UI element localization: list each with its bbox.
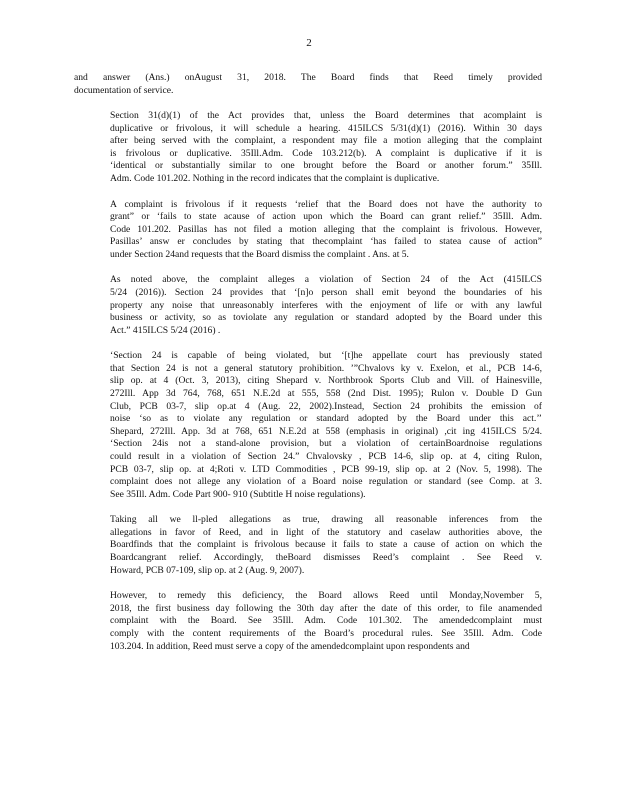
- paragraph: [74, 350, 542, 501]
- text-line: property any noise that unreasonably interferes with the enjoyment of life or with any lawful: [110, 299, 542, 311]
- text-line: ‘Section 24is not a stand-alone provision, but a violation of certainBoardnoise regulations: [110, 438, 542, 450]
- text-line: slip op. at 4 (Oct. 3, 2013), citing Shepard v. Northbrook Sports Club and Vill. of Hainesville,: [110, 375, 542, 387]
- text-line: However, to remedy this deficiency, the Board allows Reed until Monday,November 5,: [110, 590, 542, 602]
- text-line: 5/24 (2016)). Section 24 provides that ‘[n]o person shall emit beyond the boundaries of his: [110, 286, 542, 298]
- text-line: under Section 24and requests that the Board dismiss the complaint . Ans. at 5.: [110, 248, 409, 260]
- text-line: Act.” 415ILCS 5/24 (2016) .: [110, 324, 221, 336]
- text-line: As noted above, the complaint alleges a violation of Section 24 of the Act (415ILCS: [110, 274, 542, 286]
- paragraph: [74, 514, 542, 577]
- text-line: See 35Ill. Adm. Code Part 900- 910 (Subtitle H noise regulations).: [110, 488, 366, 500]
- text-line: complaint does not allege any violation of a Board noise regulation or standard (see Comp. at 3.: [110, 476, 542, 488]
- text-line: 272Ill. App 3d 764, 768, 651 N.E.2d at 555, 558 (2nd Dist. 1995); Rulon v. Double D Gun: [110, 388, 542, 400]
- text-line: Code 101.202. Pasillas has not filed a motion alleging that the complaint is frivolous. However,: [110, 223, 542, 235]
- text-line: Club, PCB 03-7, slip op.at 4 (Aug. 22, 2002).Instead, Section 24 prohibits the emission of: [110, 400, 542, 412]
- text-line: Howard, PCB 07-109, slip op. at 2 (Aug. 9, 2007).: [110, 564, 305, 576]
- paragraph: [74, 110, 542, 186]
- text-line: 2018, the first business day following the 30th day after the date of this order, to file anamended: [110, 602, 542, 614]
- page-number: 2: [306, 37, 312, 49]
- paragraph: [74, 590, 542, 653]
- text-line: Taking all we ll-pled allegations as true, drawing all reasonable inferences from the: [110, 514, 542, 526]
- text-line: comply with the content requirements of the Board’s procedural rules. See 35Ill. Adm. Code: [110, 627, 542, 639]
- paragraph: [74, 199, 542, 262]
- text-line: ‘Section 24 is capable of being violated, but ‘[t]he appellate court has previously stated: [110, 350, 542, 362]
- paragraph: [74, 274, 542, 337]
- text-line: 103.204. In addition, Reed must serve a copy of the amendedcomplaint upon respondents and: [110, 640, 470, 652]
- text-line: ‘identical or substantially similar to one brought before the Board or another forum.” 35Ill.: [110, 160, 542, 172]
- text-line: after being served with the complaint, a respondent may file a motion alleging that the complaint: [110, 135, 542, 147]
- text-line: Boardcangrant relief. Accordingly, theBoard dismisses Reed’s complaint . See Reed v.: [110, 552, 542, 564]
- text-line: allegations in favor of Reed, and in light of the statutory and caselaw authorities above, the: [110, 526, 542, 538]
- text-line: Adm. Code 101.202. Nothing in the record indicates that the complaint is duplicative.: [110, 173, 440, 185]
- text-line: documentation of service.: [74, 84, 174, 96]
- text-line: Shepard, 272Ill. App. 3d at 768, 651 N.E.2d at 558 (emphasis in original) ,cit ing 415ILCS 5/24.: [110, 425, 542, 437]
- text-line: complaint with the Board. See 35Ill. Adm. Code 101.302. The amendedcomplaint must: [110, 615, 542, 627]
- text-line: is frivolous or duplicative. 35Ill.Adm. Code 103.212(b). A complaint is duplicative if it is: [110, 147, 542, 159]
- text-line: grant” or ‘fails to state acause of action upon which the Board can grant relief.” 35Ill. Adm.: [110, 211, 542, 223]
- text-line: Boardfinds that the complaint is frivolous because it fails to state a cause of action on which the: [110, 539, 542, 551]
- text-line: duplicative or frivolous, it will schedule a hearing. 415ILCS 5/31(d)(1) (2016). Within 30 days: [110, 122, 542, 134]
- text-line: Pasillas’ answ er concludes by stating that thecomplaint ‘has failed to statea cause of action”: [110, 236, 542, 248]
- document-body: [74, 72, 542, 666]
- text-line: A complaint is frivolous if it requests ‘relief that the Board does not have the authority to: [110, 198, 542, 210]
- text-line: PCB 03-7, slip op. at 4;Roti v. LTD Commodities , PCB 99-19, slip op. at 2 (Nov. 5, 1998). The: [110, 463, 542, 475]
- text-line: that Section 24 is not a general statutory prohibition. ’”Chvalovs ky v. Exelon, et al., PCB 14-6,: [110, 362, 542, 374]
- text-line: could result in a violation of Section 24.” Chvalovsky , PCB 14-6, slip op. at 4, citing Rulon,: [110, 451, 542, 462]
- text-line: Section 31(d)(1) of the Act provides that, unless the Board determines that acomplaint is: [110, 110, 542, 122]
- text-line: business or activity, so as toviolate any regulation or standard adopted by the Board under this: [110, 312, 542, 324]
- text-line: and answer (Ans.) onAugust 31, 2018. The Board finds that Reed timely provided: [74, 72, 542, 83]
- text-line: noise ‘so as to violate any regulation or standard adopted by the Board under this act.’’: [110, 413, 542, 425]
- paragraph: [74, 72, 542, 97]
